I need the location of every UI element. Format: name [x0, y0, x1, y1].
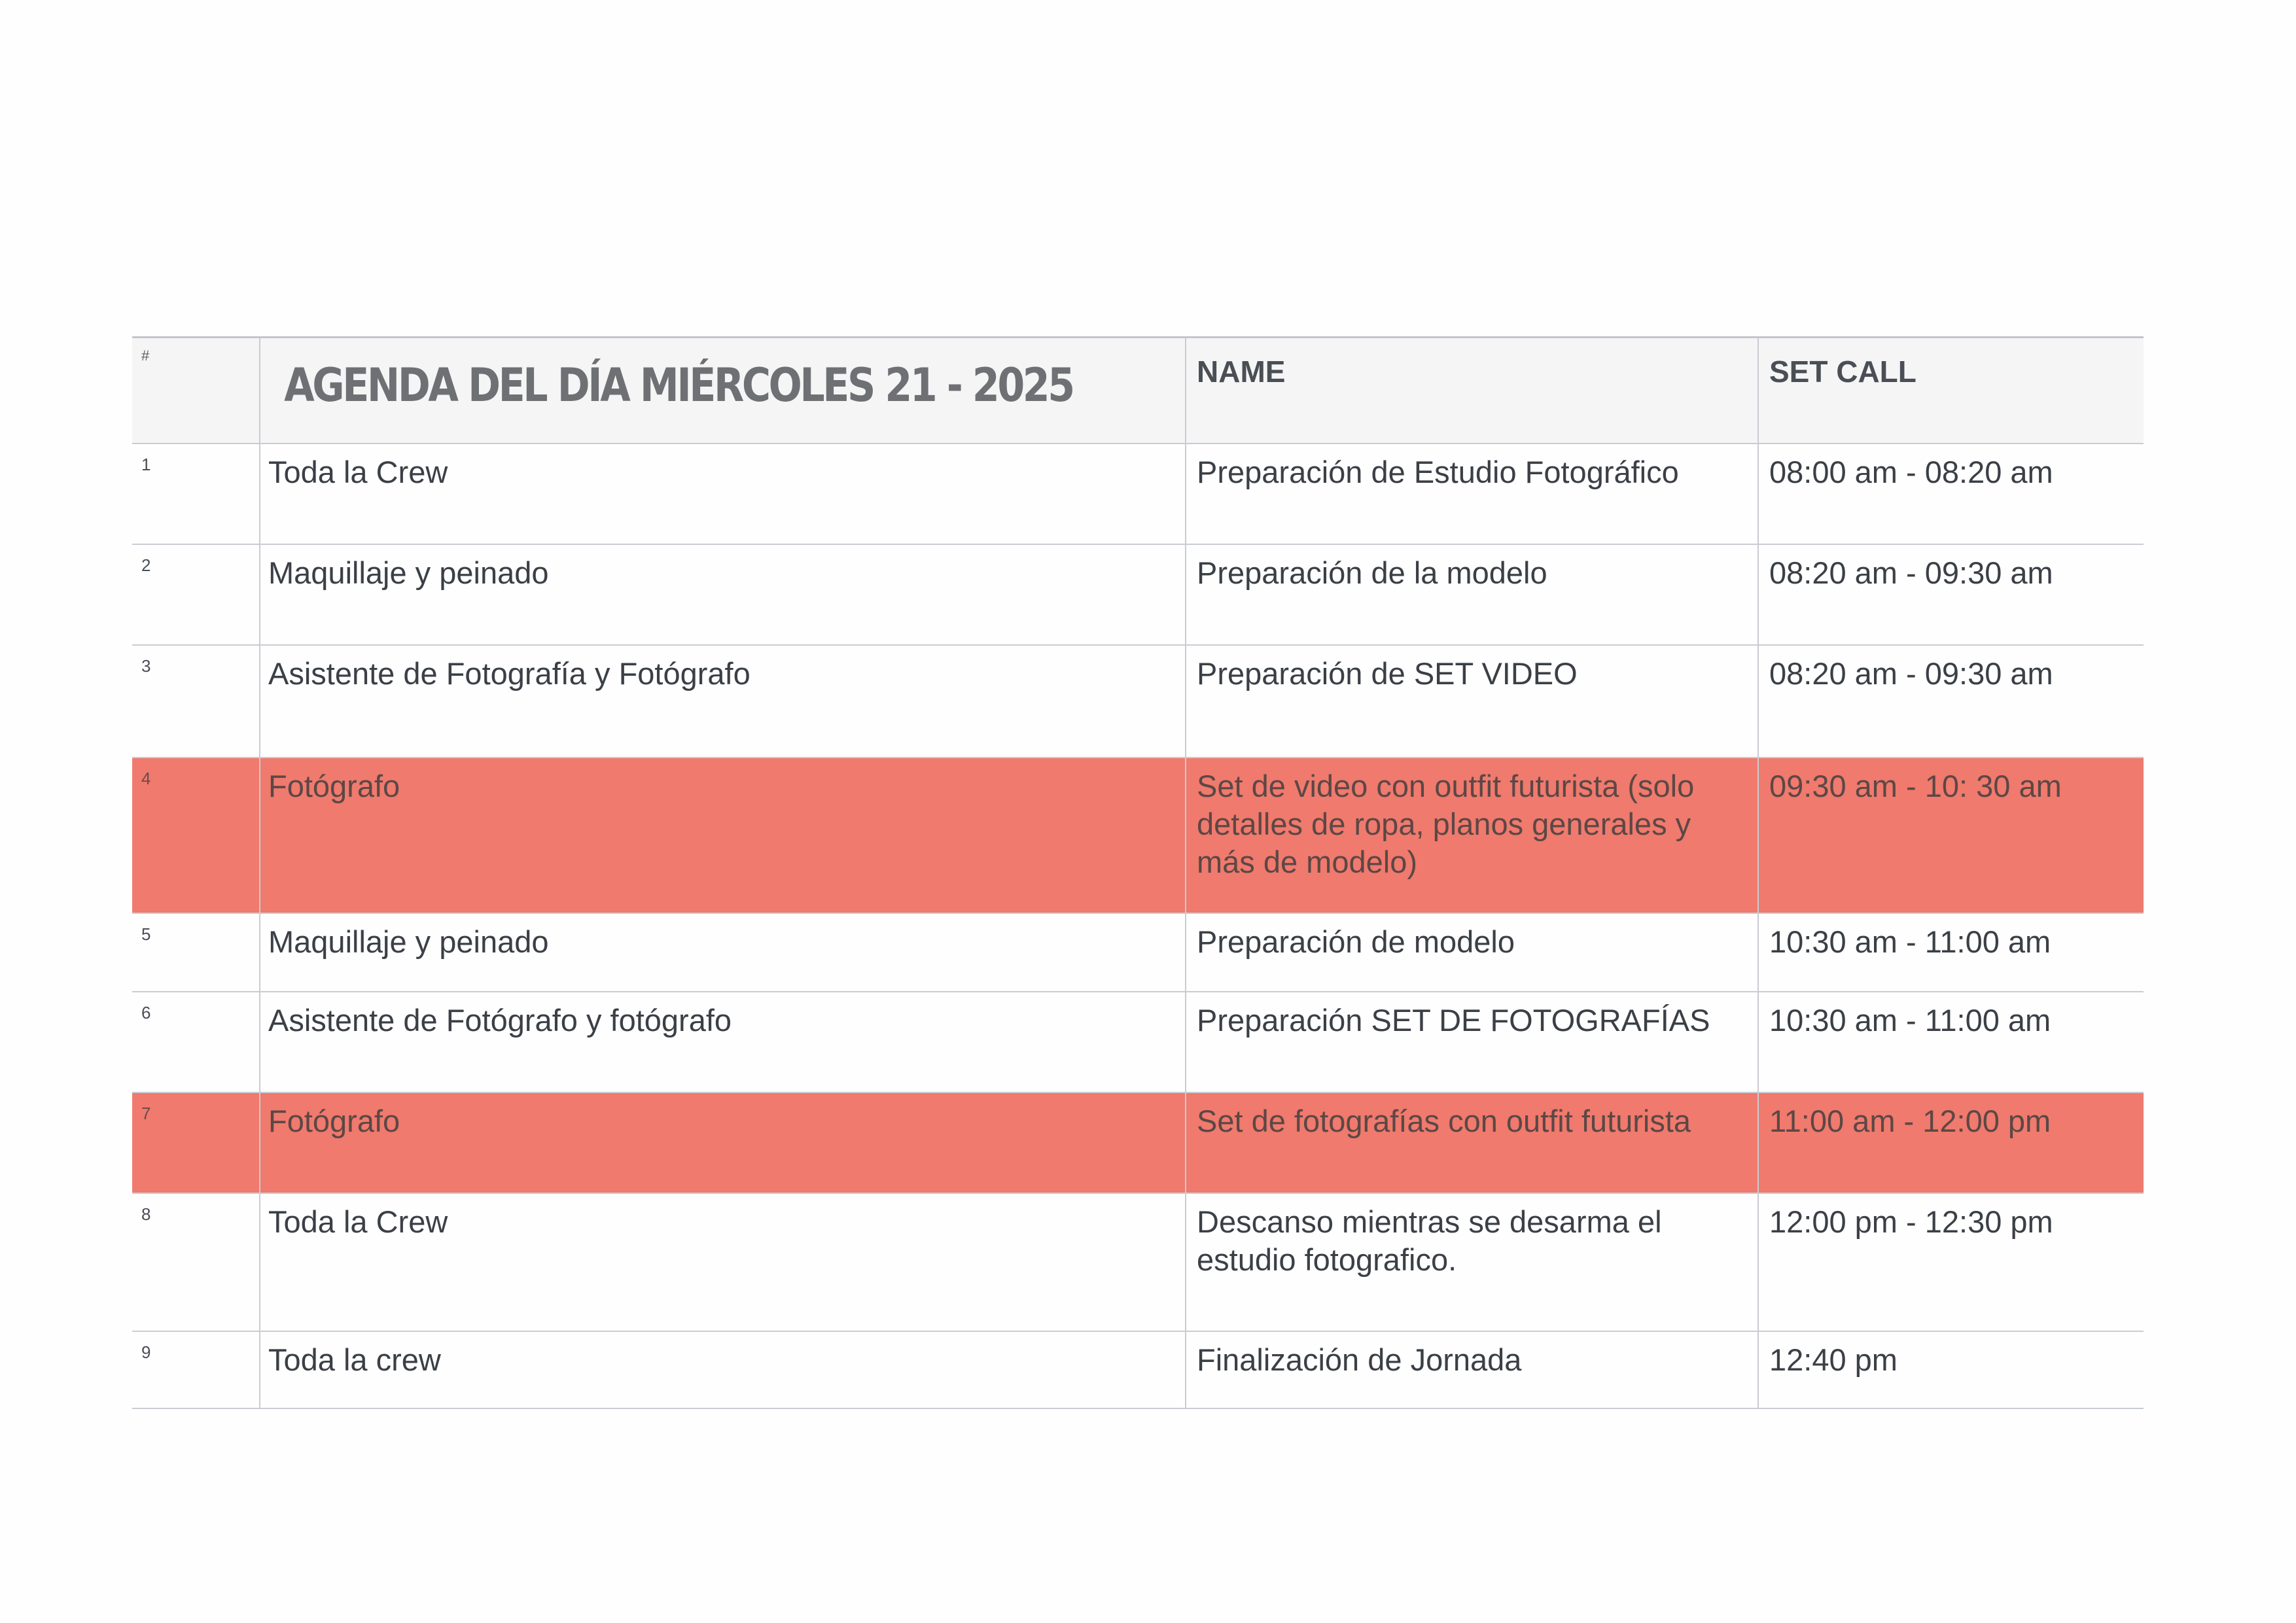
row-who: Toda la Crew	[260, 1193, 1186, 1331]
row-name: Preparación SET DE FOTOGRAFÍAS	[1186, 992, 1758, 1092]
row-who: Maquillaje y peinado	[260, 544, 1186, 645]
table-row	[132, 913, 2144, 992]
row-name: Preparación de Estudio Fotográfico	[1186, 444, 1758, 544]
row-name: Preparación de modelo	[1186, 913, 1758, 992]
row-number: 3	[132, 645, 260, 758]
row-who: Fotógrafo	[260, 1092, 1186, 1193]
row-set-call: 09:30 am - 10: 30 am	[1758, 758, 2144, 913]
row-name: Preparación de la modelo	[1186, 544, 1758, 645]
row-number: 7	[132, 1092, 260, 1193]
row-set-call: 08:00 am - 08:20 am	[1758, 444, 2144, 544]
row-who: Asistente de Fotografía y Fotógrafo	[260, 645, 1186, 758]
agenda-table	[132, 336, 2144, 1409]
row-set-call: 12:00 pm - 12:30 pm	[1758, 1193, 2144, 1331]
agenda-title: AGENDA DEL DÍA MIÉRCOLES 21 - 2025	[284, 358, 1073, 412]
row-set-call: 08:20 am - 09:30 am	[1758, 645, 2144, 758]
header-name: NAME	[1186, 338, 1758, 444]
row-number: 9	[132, 1331, 260, 1408]
header-set-call: SET CALL	[1758, 338, 2144, 444]
row-name: Finalización de Jornada	[1186, 1331, 1758, 1408]
row-who: Fotógrafo	[260, 758, 1186, 913]
row-set-call: 11:00 am - 12:00 pm	[1758, 1092, 2144, 1193]
row-who: Asistente de Fotógrafo y fotógrafo	[260, 992, 1186, 1092]
table-row	[132, 544, 2144, 645]
row-number: 6	[132, 992, 260, 1092]
row-name: Descanso mientras se desarma el estudio fotografico.	[1186, 1193, 1758, 1331]
header-title-cell	[260, 338, 1186, 444]
row-set-call: 12:40 pm	[1758, 1331, 2144, 1408]
row-number: 2	[132, 544, 260, 645]
header-number: #	[132, 338, 260, 444]
table-row-highlighted	[132, 1092, 2144, 1193]
row-number: 1	[132, 444, 260, 544]
row-number: 8	[132, 1193, 260, 1331]
row-name: Set de video con outfit futurista (solo detalles de ropa, planos generales y más de modelo)	[1186, 758, 1758, 913]
row-number: 5	[132, 913, 260, 992]
table-row	[132, 444, 2144, 544]
row-who: Toda la crew	[260, 1331, 1186, 1408]
row-who: Toda la Crew	[260, 444, 1186, 544]
table-header-row	[132, 338, 2144, 444]
row-name: Preparación de SET VIDEO	[1186, 645, 1758, 758]
row-set-call: 10:30 am - 11:00 am	[1758, 992, 2144, 1092]
table-row-highlighted	[132, 758, 2144, 913]
table-row	[132, 992, 2144, 1092]
table-row	[132, 1331, 2144, 1408]
table-row	[132, 645, 2144, 758]
row-set-call: 08:20 am - 09:30 am	[1758, 544, 2144, 645]
table-row	[132, 1193, 2144, 1331]
row-set-call: 10:30 am - 11:00 am	[1758, 913, 2144, 992]
row-name: Set de fotografías con outfit futurista	[1186, 1092, 1758, 1193]
row-who: Maquillaje y peinado	[260, 913, 1186, 992]
row-number: 4	[132, 758, 260, 913]
